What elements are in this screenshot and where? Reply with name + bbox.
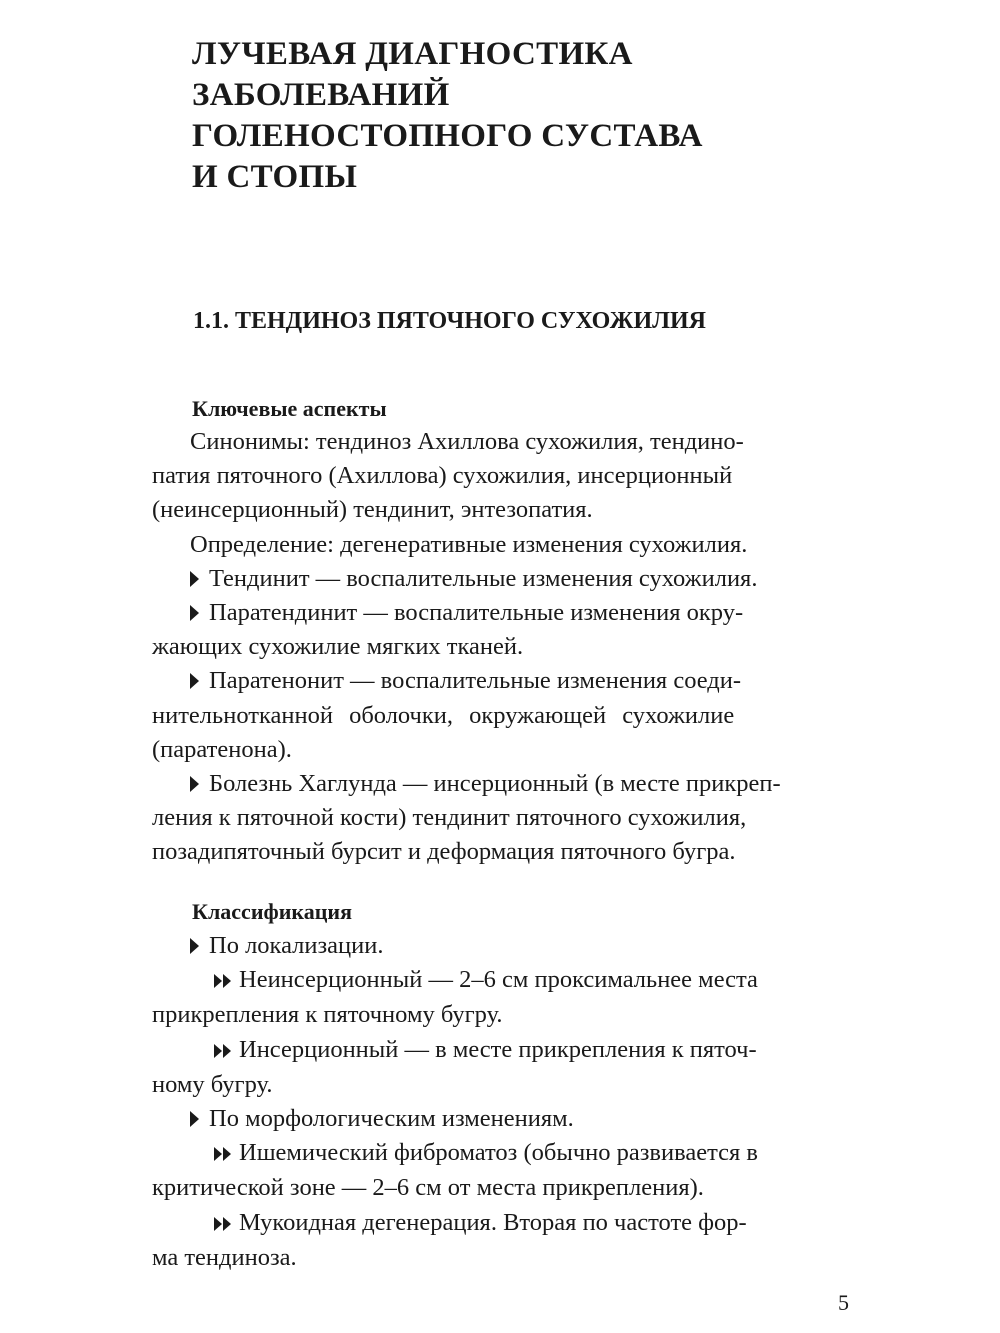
synonyms-line bbox=[152, 425, 852, 459]
synonyms-text: Синонимы: тендиноз Ахиллова сухожилия, тендино- bbox=[190, 428, 744, 455]
triangle-bullet-icon bbox=[190, 1111, 199, 1127]
triangle-bullet-icon bbox=[190, 571, 199, 587]
key-aspects-body bbox=[152, 425, 852, 870]
list-item-text: По морфологическим изменениям. bbox=[209, 1105, 574, 1133]
double-triangle-bullet-icon bbox=[214, 1137, 236, 1171]
sub-list-item-text: Ишемический фиброматоз (обычно развивается в bbox=[239, 1139, 758, 1167]
chapter-title-line: ЛУЧЕВАЯ ДИАГНОСТИКА bbox=[192, 36, 633, 72]
triangle-bullet-icon bbox=[190, 938, 199, 954]
chapter-title-line: ЗАБОЛЕВАНИЙ bbox=[192, 77, 450, 113]
key-aspects-heading: Ключевые аспекты bbox=[192, 396, 387, 421]
chapter-title bbox=[192, 34, 703, 198]
section-title: 1.1. ТЕНДИНОЗ ПЯТОЧНОГО СУХОЖИЛИЯ bbox=[193, 308, 707, 334]
sub-list-item-continuation: ма тендиноза. bbox=[152, 1243, 297, 1271]
list-item-text: Паратенонит — воспалительные изменения соеди- bbox=[209, 667, 742, 695]
list-item-continuation: позадипяточный бурсит и деформация пяточного бугра. bbox=[152, 838, 736, 866]
sub-list-item bbox=[152, 1206, 852, 1241]
classification-heading: Классификация bbox=[192, 899, 352, 924]
list-item bbox=[152, 929, 852, 963]
sub-list-item-text: Мукоидная дегенерация. Вторая по частоте фор- bbox=[239, 1208, 747, 1236]
sub-list-item-continuation: прикрепления к пяточному бугру. bbox=[152, 1001, 503, 1029]
definition-line: Определение: дегенеративные изменения сухожилия. bbox=[190, 530, 748, 558]
double-triangle-bullet-icon bbox=[214, 1034, 236, 1068]
sub-list-item bbox=[152, 1136, 852, 1171]
sub-list-item-text: Неинсерционный — 2–6 см проксимальнее места bbox=[239, 966, 758, 994]
list-item bbox=[152, 562, 852, 596]
double-triangle-bullet-icon bbox=[214, 964, 236, 998]
sub-list-item bbox=[152, 1033, 852, 1068]
sub-list-item bbox=[152, 963, 852, 998]
list-item-text: Паратендинит — воспалительные изменения окру- bbox=[209, 599, 744, 627]
list-item-continuation: (паратенона). bbox=[152, 735, 292, 763]
triangle-bullet-icon bbox=[190, 673, 199, 689]
synonyms-line: (неинсерционный) тендинит, энтезопатия. bbox=[152, 496, 593, 524]
synonyms-line: патия пяточного (Ахиллова) сухожилия, инсерционный bbox=[152, 462, 733, 490]
triangle-bullet-icon bbox=[190, 776, 199, 792]
list-item bbox=[152, 767, 852, 801]
list-item-text: По локализации. bbox=[209, 932, 384, 959]
double-triangle-bullet-icon bbox=[214, 1207, 236, 1241]
list-item bbox=[152, 1102, 852, 1136]
triangle-bullet-icon bbox=[190, 605, 199, 621]
list-item-text: Болезнь Хаглунда — инсерционный (в месте прикреп- bbox=[209, 770, 781, 798]
chapter-title-line: И СТОПЫ bbox=[192, 159, 358, 195]
list-item bbox=[152, 596, 852, 630]
list-item bbox=[152, 664, 852, 698]
list-item-continuation: ления к пяточной кости) тендинит пяточного сухожилия, bbox=[152, 804, 747, 832]
page-number: 5 bbox=[838, 1290, 849, 1315]
sub-list-item-continuation: критической зоне — 2–6 см от места прикрепления). bbox=[152, 1174, 704, 1202]
sub-list-item-text: Инсерционный — в месте прикрепления к пяточ- bbox=[239, 1035, 757, 1063]
list-item-continuation: жающих сухожилие мягких тканей. bbox=[152, 633, 524, 661]
sub-list-item-continuation: ному бугру. bbox=[152, 1070, 273, 1098]
list-item-text: Тендинит — воспалительные изменения сухожилия. bbox=[209, 564, 758, 592]
classification-body bbox=[152, 929, 852, 1275]
list-item-continuation: нительнотканной оболочки, окружающей сухожилие bbox=[152, 701, 735, 729]
chapter-title-line: ГОЛЕНОСТОПНОГО СУСТАВА bbox=[192, 118, 703, 154]
